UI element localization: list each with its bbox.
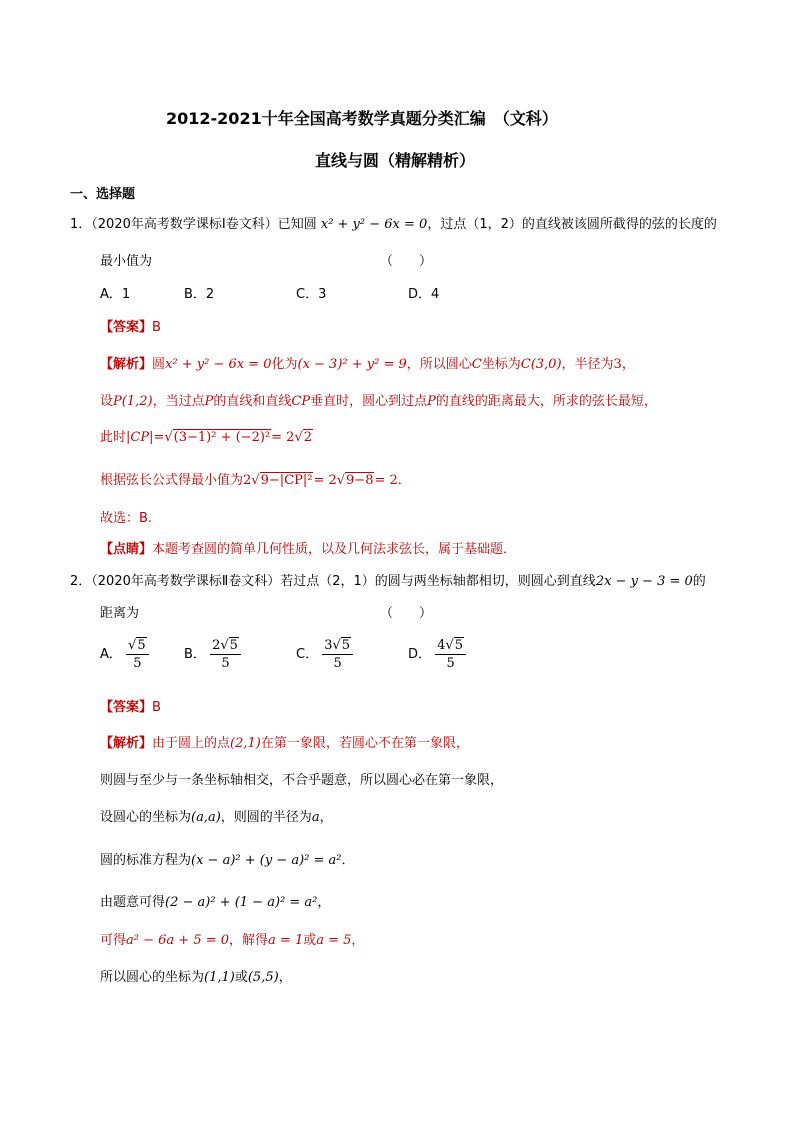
q1-text: 圆 — [152, 357, 166, 372]
q1-text: 垂直时，圆心到过点 — [310, 394, 428, 409]
q2-option-b — [184, 637, 241, 672]
q2-option-c — [296, 637, 353, 672]
q1-math: P — [204, 394, 214, 409]
page-title: 2012-2021十年全国高考数学真题分类汇编 （文科） — [166, 109, 558, 128]
q1-math: 3 — [613, 357, 622, 372]
q2-math: a = 5 — [316, 933, 352, 948]
q2-math: (2 − a)² + (1 − a)² = a² — [165, 895, 318, 910]
q1-option-b: B．2 — [184, 287, 215, 302]
q2-option-fraction: $\frac{2√5}{5}$ — [210, 637, 241, 672]
q2-analysis-line5 — [100, 891, 330, 910]
q1-text: 设 — [100, 394, 114, 409]
q1-option-c: C．3 — [296, 287, 327, 302]
q2-option-fraction: $\frac{4√5}{5}$ — [435, 637, 466, 672]
q2-option-a — [100, 637, 149, 672]
q1-math: 2 — [243, 473, 252, 488]
q1-math: |CP|= — [126, 430, 165, 445]
q2-text: 在第一象限，若圆心不在第一象限， — [260, 736, 469, 751]
q1-stem-line1 — [70, 213, 717, 232]
q1-text: ． — [397, 473, 411, 488]
q2-number: 2． — [70, 574, 92, 589]
q2-analysis-line3 — [100, 806, 333, 825]
q2-text: ，解得 — [229, 933, 269, 948]
q2-math: (a,a) — [191, 810, 221, 825]
q2-option-fraction: $\frac{√5}{5}$ — [126, 637, 149, 672]
q1-radicand: 9−8 — [346, 473, 374, 488]
q2-stem-c: 距离为 — [100, 606, 140, 621]
q1-text: 的直线和直线 — [213, 394, 292, 409]
q1-math: x² + y² − 6x = 0 — [165, 357, 272, 372]
q1-analysis-tag: 【解析】 — [100, 357, 153, 372]
q2-option-d — [408, 637, 466, 672]
q1-comment: 本题考查圆的简单几何性质，以及几何法求弦长，属于基础题． — [152, 542, 517, 557]
q1-circle-equation: x² + y² − 6x = 0 — [320, 217, 428, 232]
q1-paren: （ ） — [380, 254, 433, 269]
q2-math: (x − a)² + (y − a)² = a² — [191, 853, 342, 868]
q2-text: ， — [351, 933, 365, 948]
q2-analysis-line4 — [100, 849, 355, 868]
q2-answer-line — [100, 696, 161, 715]
q2-analysis-line6 — [100, 929, 364, 948]
q2-stem-a: 若过点（2，1）的圆与两坐标轴都相切，则圆心到直线 — [280, 574, 596, 589]
q2-text: 或 — [303, 933, 317, 948]
q1-math: = 2 — [271, 430, 295, 445]
q2-text: 圆的标准方程为 — [100, 853, 192, 868]
q1-math: (x − 3)² + y² = 9 — [297, 357, 407, 372]
q1-text: 化为 — [271, 357, 298, 372]
q2-math: (1,1) — [204, 970, 235, 985]
q2-math: (2,1) — [230, 736, 261, 751]
q2-text: 由于圆上的点 — [152, 736, 231, 751]
q1-radicand: 9−|CP|² — [260, 473, 313, 488]
q1-comment-tag: 【点睛】 — [100, 542, 153, 557]
q1-option-a: A．1 — [100, 287, 131, 302]
page-subtitle: 直线与圆（精解精析） — [315, 151, 476, 170]
q1-text: ，半径为 — [561, 357, 614, 372]
q2-option-label: A． — [100, 647, 122, 662]
q2-paren: （ ） — [380, 606, 433, 621]
q1-math: C — [471, 357, 482, 372]
q1-text: 此时 — [100, 430, 127, 445]
q1-choice-line: 故选：B. — [100, 511, 153, 526]
q2-text: ，则圆的半径为 — [220, 810, 312, 825]
q1-source: （2020年高考数学课标Ⅰ卷文科） — [91, 217, 278, 232]
q2-source: （2020年高考数学课标Ⅱ卷文科） — [91, 574, 281, 589]
q1-analysis-line3: 此时|CP|=√(3−1)² + (−2)²= 2√2 — [100, 430, 313, 445]
q1-math: C(3,0) — [520, 357, 562, 372]
q1-radicand: 2 — [303, 430, 313, 445]
q1-analysis-line1 — [100, 353, 635, 372]
q2-option-label: C． — [296, 647, 319, 662]
q2-text: 所以圆心的坐标为 — [100, 970, 205, 985]
q1-analysis-line4: 根据弦长公式得最小值为2√9−|CP|²= 2√9−8= 2． — [100, 473, 411, 488]
q2-analysis-tag: 【解析】 — [100, 736, 153, 751]
q1-analysis-line2 — [100, 390, 657, 409]
q2-option-fraction: $\frac{3√5}{5}$ — [322, 637, 353, 672]
q2-math: a = 1 — [268, 933, 304, 948]
q2-option-label: D． — [408, 647, 432, 662]
q1-stem-a: 已知圆 — [277, 217, 317, 232]
q2-text: ， — [278, 970, 292, 985]
q1-text: 的直线的距离最大，所求的弦长最短， — [435, 394, 657, 409]
q1-text: ，所以圆心 — [406, 357, 472, 372]
q2-math: (5,5) — [247, 970, 279, 985]
q1-text: 根据弦长公式得最小值为 — [100, 473, 244, 488]
q1-math: = 2 — [374, 473, 398, 488]
q2-stem-line1 — [70, 570, 706, 589]
q1-answer-line — [100, 316, 161, 335]
q1-math: P(1,2) — [113, 394, 153, 409]
q1-math: = 2 — [313, 473, 337, 488]
q2-analysis-line2: 则圆与至少与一条坐标轴相交，不合乎题意，所以圆心必在第一象限， — [100, 773, 504, 788]
q2-text: 由题意可得 — [100, 895, 166, 910]
q2-analysis-line1 — [100, 732, 469, 751]
q2-text: ． — [341, 853, 355, 868]
q1-answer: B — [152, 320, 161, 335]
q2-math: a² − 6a + 5 = 0 — [126, 933, 230, 948]
q2-answer-tag: 【答案】 — [100, 700, 153, 715]
q1-stem-b: ，过点（1，2）的直线被该圆所截得的弦的长度的 — [427, 217, 717, 232]
q2-text: 可得 — [100, 933, 127, 948]
q1-math: CP — [291, 394, 311, 409]
q1-math: P — [427, 394, 436, 409]
q2-math: a — [311, 810, 320, 825]
q2-text: 设圆心的坐标为 — [100, 810, 192, 825]
q2-text: 或 — [234, 970, 248, 985]
q1-answer-tag: 【答案】 — [100, 320, 153, 335]
q1-number: 1． — [70, 217, 92, 232]
q2-text: ， — [317, 895, 331, 910]
q1-text: ， — [621, 357, 635, 372]
q2-option-label: B． — [184, 647, 206, 662]
section-heading: 一、选择题 — [70, 187, 136, 202]
q1-comment-line — [100, 538, 516, 557]
q1-stem-c: 最小值为 — [100, 254, 153, 269]
q2-stem-b: 的 — [692, 574, 706, 589]
q2-analysis-line7 — [100, 966, 292, 985]
q2-answer: B — [152, 700, 161, 715]
q2-text: ， — [319, 810, 333, 825]
q1-text: ，当过点 — [152, 394, 205, 409]
q1-radicand: (3−1)² + (−2)² — [173, 430, 271, 445]
q1-text: 坐标为 — [481, 357, 521, 372]
q2-line-equation: 2x − y − 3 = 0 — [595, 574, 693, 589]
q1-option-d: D．4 — [408, 287, 440, 302]
